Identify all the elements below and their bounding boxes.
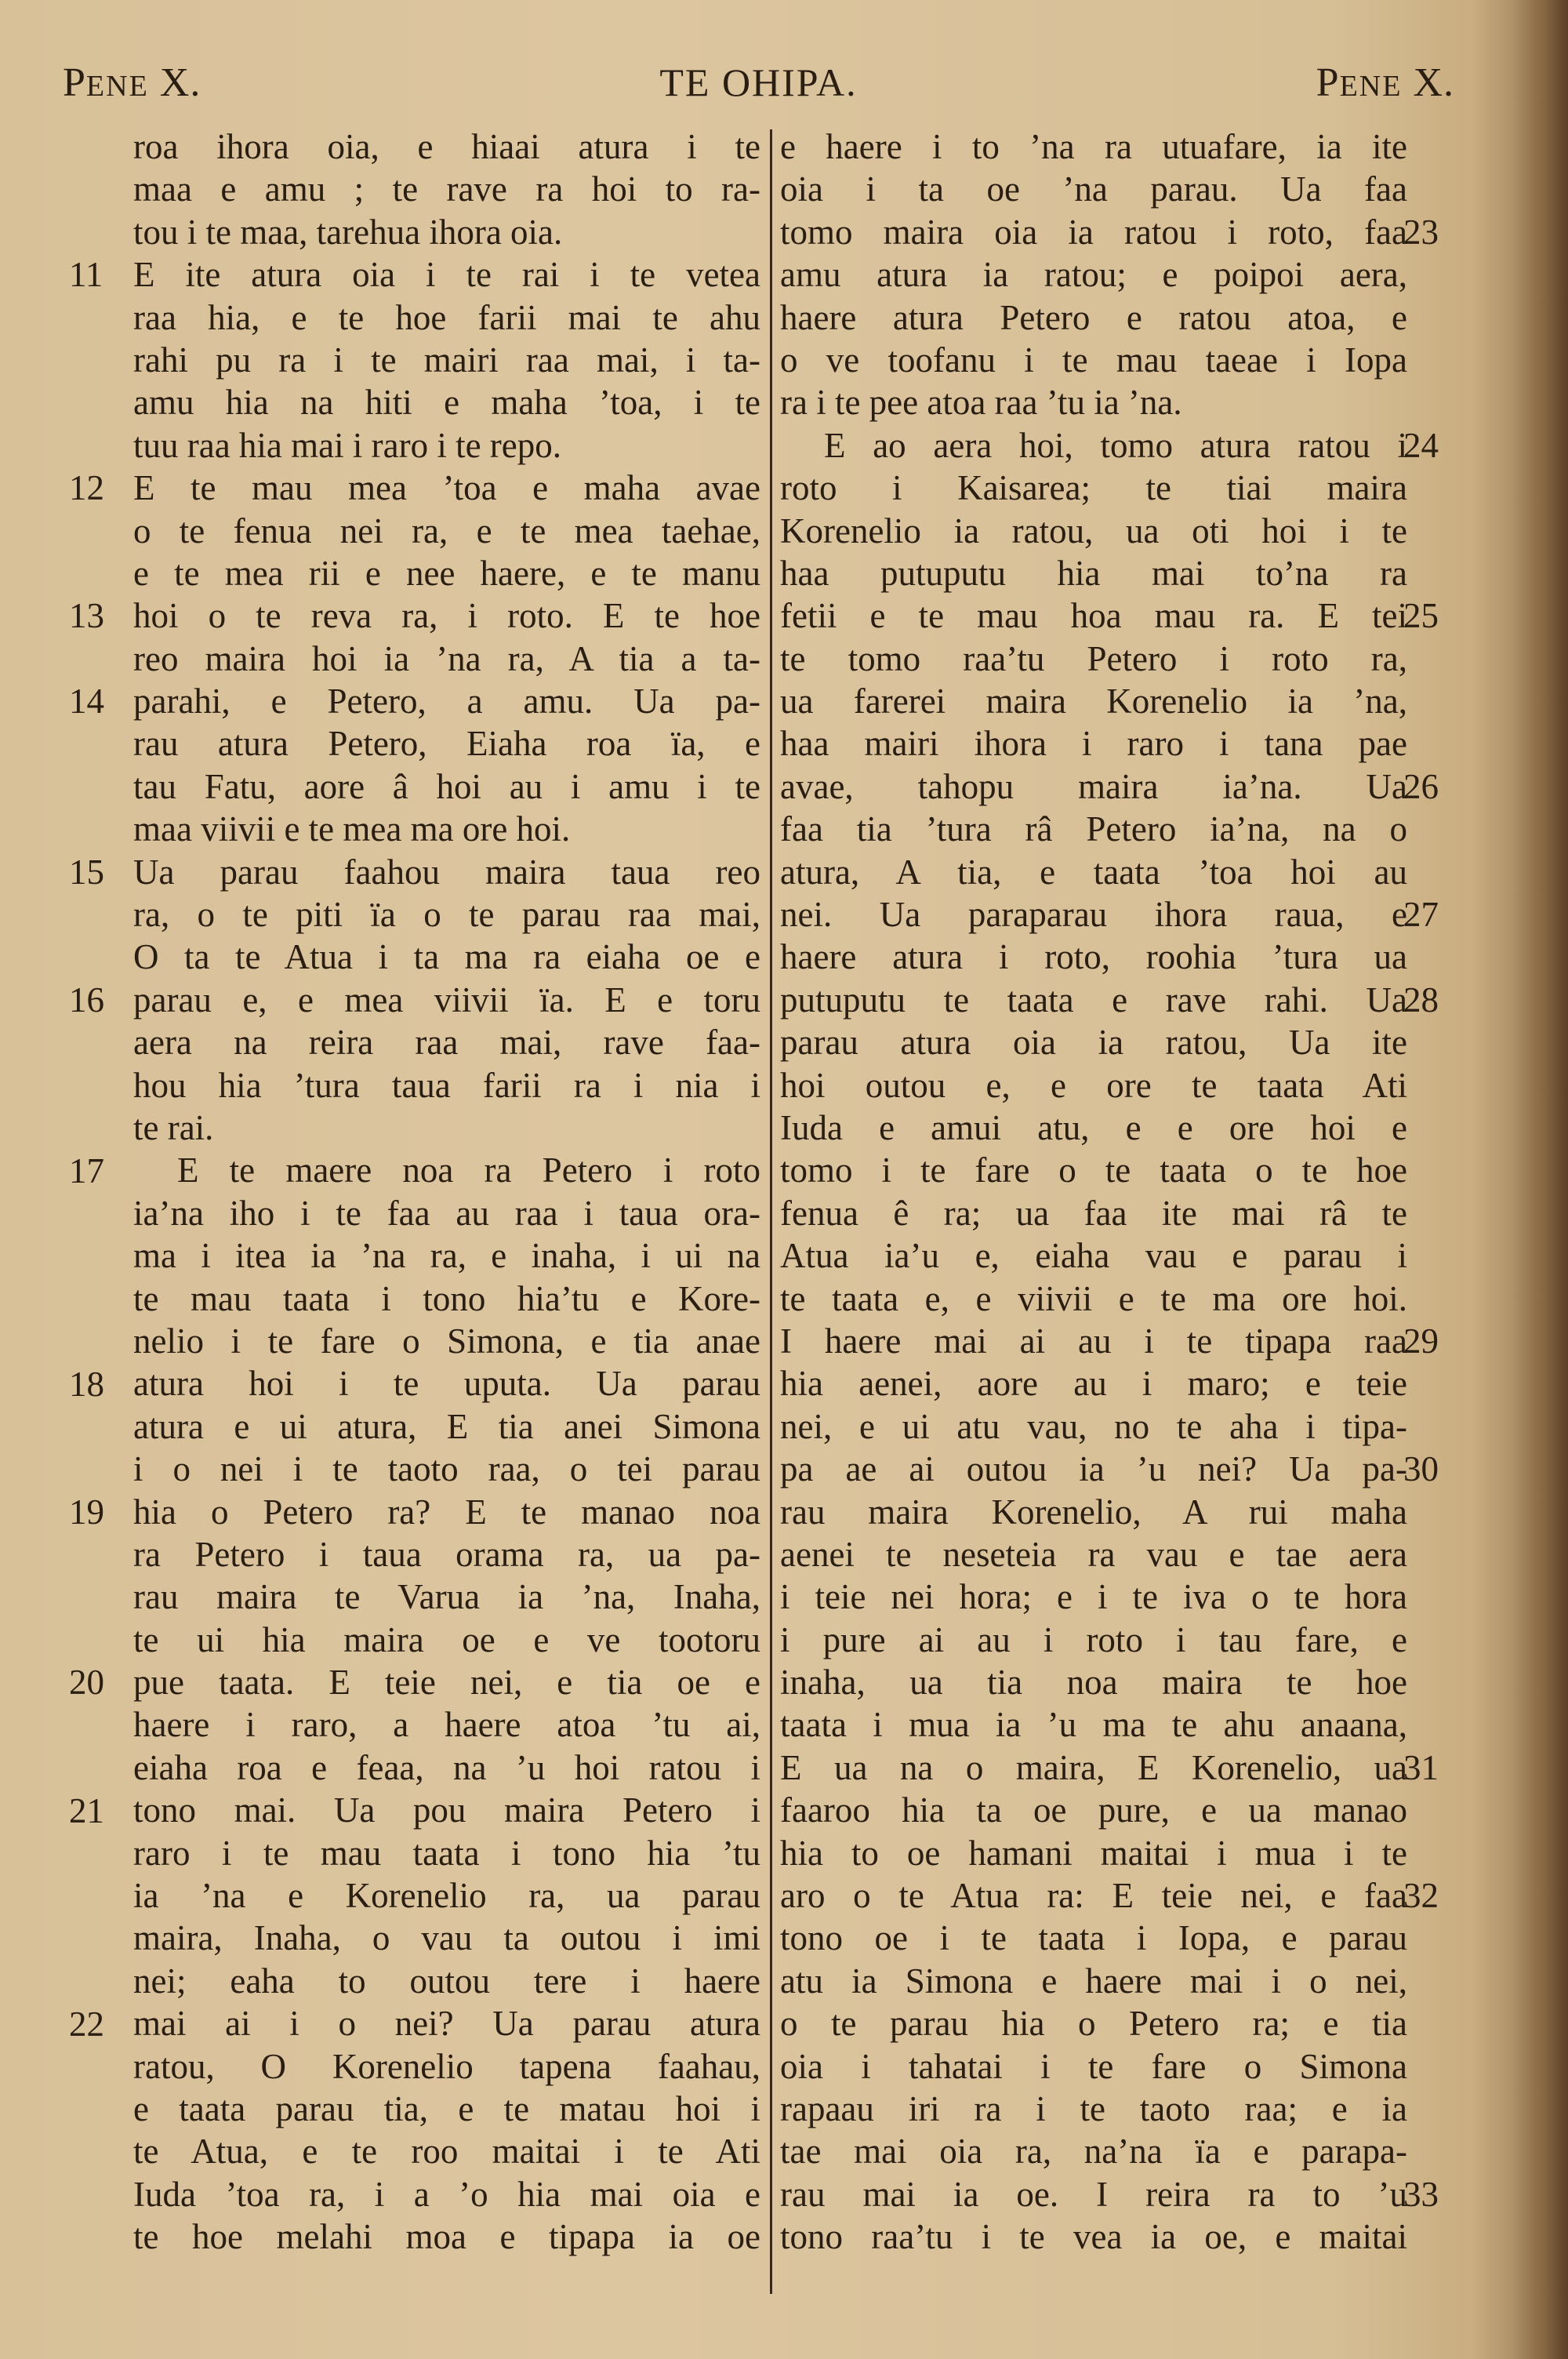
text-line: rau maira te Varua ia ’na, Inaha, (133, 1577, 760, 1617)
verse-number: 25 (1403, 596, 1439, 636)
verse-number: 23 (1403, 212, 1439, 252)
text-line: ma i itea ia ’na ra, e inaha, i ui na (133, 1236, 760, 1276)
text-line: haa mairi ihora i raro i tana pae (780, 724, 1407, 764)
text-line: tou i te maa, tarehua ihora oia. (133, 212, 563, 252)
text-line: nelio i te fare o Simona, e tia anae (133, 1321, 760, 1361)
text-line: e taata parau tia, e te matau hoi i (133, 2088, 760, 2128)
text-line: oia i ta oe ’na parau. Ua faa (780, 169, 1407, 209)
header-chapter-left: PENE X. (63, 60, 201, 105)
text-line: haere i raro, a haere atoa ’tu ai, (133, 1705, 760, 1745)
text-line: faaroo hia ta oe pure, e ua manao (780, 1790, 1407, 1830)
text-line: fetii e te mau hoa mau ra. E tei (780, 596, 1407, 636)
text-line: tono oe i te taata i Iopa, e parau (780, 1918, 1407, 1958)
text-line: haere atura i roto, roohia ’tura ua (780, 937, 1407, 977)
text-line: i o nei i te taoto raa, o tei parau (133, 1449, 760, 1489)
text-line: nei. Ua paraparau ihora raua, e (780, 895, 1407, 935)
text-line: aenei te neseteia ra vau e tae aera (780, 1534, 1407, 1574)
text-line: ra, o te piti ïa o te parau raa mai, (133, 895, 760, 935)
text-line: hoi o te reva ra, i roto. E te hoe (133, 596, 760, 636)
text-line: te mau taata i tono hia’tu e Kore- (133, 1278, 760, 1318)
text-line: haere atura Petero e ratou atoa, e (780, 297, 1407, 337)
verse-number: 20 (69, 1663, 104, 1703)
text-line: te ui hia maira oe e ve tootoru (133, 1619, 760, 1659)
text-line: faa tia ’tura râ Petero ia’na, na o (780, 809, 1407, 849)
text-line: parahi, e Petero, a amu. Ua pa- (133, 682, 760, 722)
text-line: ra Petero i taua orama ra, ua pa- (133, 1534, 760, 1574)
text-line: o te parau hia o Petero ra; e tia (780, 2004, 1407, 2044)
text-line: rau mai ia oe. I reira ra to ’u (780, 2174, 1407, 2214)
verse-number: 13 (69, 596, 104, 636)
text-line: ra i te pee atoa raa ’tu ia ’na. (780, 383, 1182, 423)
text-line: pa ae ai outou ia ’u nei? Ua pa- (780, 1449, 1407, 1489)
text-line: i pure ai au i roto i tau fare, e (780, 1619, 1407, 1659)
text-line: Atua ia’u e, eiaha vau e parau i (780, 1236, 1407, 1276)
text-line: hou hia ’tura taua farii ra i nia i (133, 1065, 760, 1105)
text-line: oia i tahatai i te fare o Simona (780, 2046, 1407, 2086)
page-edge-shadow (1513, 0, 1568, 2359)
text-line: hoi outou e, e ore te taata Ati (780, 1065, 1407, 1105)
text-line: reo maira hoi ia ’na ra, A tia a ta- (133, 638, 760, 678)
text-line: nei; eaha to outou tere i haere (133, 1961, 760, 2001)
text-line: te Atua, e te roo maitai i te Ati (133, 2132, 760, 2172)
text-line: rapaau iri ra i te taoto raa; e ia (780, 2088, 1407, 2128)
text-line: E te mau mea ’toa e maha avae (133, 468, 760, 508)
text-line: hia o Petero ra? E te manao noa (133, 1492, 760, 1532)
text-line: Iuda ’toa ra, i a ’o hia mai oia e (133, 2174, 760, 2214)
verse-number: 32 (1403, 1876, 1439, 1916)
verse-number: 31 (1403, 1748, 1439, 1788)
text-line: avae, tahopu maira ia’na. Ua (780, 766, 1407, 806)
verse-number: 15 (69, 852, 104, 892)
text-line: Ua parau faahou maira taua reo (133, 852, 760, 892)
text-line: o ve toofanu i te mau taeae i Iopa (780, 340, 1407, 380)
text-line: ia’na iho i te faa au raa i taua ora- (133, 1193, 760, 1233)
verse-number: 19 (69, 1492, 104, 1532)
text-line: E ua na o maira, E Korenelio, ua (780, 1747, 1407, 1787)
verse-number: 21 (69, 1790, 104, 1830)
text-line: maira, Inaha, o vau ta outou i imi (133, 1918, 760, 1958)
text-line: tomo maira oia ia ratou i roto, faa (780, 212, 1407, 252)
text-line: ua farerei maira Korenelio ia ’na, (780, 682, 1407, 722)
text-line: i teie nei hora; e i te iva o te hora (780, 1577, 1407, 1617)
verse-number: 26 (1403, 767, 1439, 806)
header-book-title: TE OHIPA. (659, 60, 858, 104)
text-line: maa viivii e te mea ma ore hoi. (133, 809, 571, 849)
text-line: haa putuputu hia mai to’na ra (780, 553, 1407, 593)
text-line: eiaha roa e feaa, na ’u hoi ratou i (133, 1747, 760, 1787)
text-line: raro i te mau taata i tono hia ’tu (133, 1833, 760, 1873)
text-line: nei, e ui atu vau, no te aha i tipa- (780, 1406, 1407, 1446)
text-line: pue taata. E teie nei, e tia oe e (133, 1663, 760, 1703)
text-line: tono mai. Ua pou maira Petero i (133, 1790, 760, 1830)
text-line: maa e amu ; te rave ra hoi to ra- (133, 169, 760, 209)
text-line: te rai. (133, 1107, 214, 1147)
verse-number: 12 (69, 468, 104, 508)
text-line: te hoe melahi moa e tipapa ia oe (133, 2217, 760, 2257)
text-line: parau e, e mea viivii ïa. E e toru (133, 980, 760, 1020)
text-line: E ao aera hoi, tomo atura ratou i (824, 425, 1407, 465)
text-line: roa ihora oia, e hiaai atura i te (133, 127, 760, 166)
text-line: parau atura oia ia ratou, Ua ite (780, 1023, 1407, 1063)
verse-number: 24 (1403, 425, 1439, 465)
verse-number: 22 (69, 2004, 104, 2044)
verse-number: 29 (1403, 1321, 1439, 1361)
column-divider (770, 129, 772, 2294)
verse-number: 14 (69, 682, 104, 722)
verse-number: 28 (1403, 980, 1439, 1020)
text-line: tae mai oia ra, na’na ïa e parapa- (780, 2132, 1407, 2172)
text-line: fenua ê ra; ua faa ite mai râ te (780, 1193, 1407, 1233)
text-line: tuu raa hia mai i raro i te repo. (133, 425, 562, 465)
verse-number: 27 (1403, 895, 1439, 935)
text-line: atu ia Simona e haere mai i o nei, (780, 1961, 1407, 2001)
text-line: aera na reira raa mai, rave faa- (133, 1023, 760, 1063)
verse-number: 11 (69, 255, 103, 295)
text-line: E te maere noa ra Petero i roto (177, 1150, 760, 1190)
text-line: amu hia na hiti e maha ’toa, i te (133, 383, 760, 423)
text-line: mai ai i o nei? Ua parau atura (133, 2004, 760, 2044)
text-line: amu atura ia ratou; e poipoi aera, (780, 255, 1407, 295)
text-line: o te fenua nei ra, e te mea taehae, (133, 511, 760, 551)
text-line: I haere mai ai au i te tipapa raa (780, 1321, 1407, 1361)
text-line: E ite atura oia i te rai i te vetea (133, 255, 760, 295)
left-text-column (133, 125, 760, 2259)
text-line: aro o te Atua ra: E teie nei, e faa (780, 1876, 1407, 1916)
text-line: rau atura Petero, Eiaha roa ïa, e (133, 724, 760, 764)
text-line: atura hoi i te uputa. Ua parau (133, 1364, 760, 1404)
text-line: rau maira Korenelio, A rui maha (780, 1492, 1407, 1532)
text-line: te tomo raa’tu Petero i roto ra, (780, 638, 1407, 678)
text-line: Korenelio ia ratou, ua oti hoi i te (780, 511, 1407, 551)
text-line: e te mea rii e nee haere, e te manu (133, 553, 760, 593)
verse-number: 30 (1403, 1449, 1439, 1489)
header-chapter-right: PENE X. (1316, 60, 1454, 105)
text-line: roto i Kaisarea; te tiai maira (780, 468, 1407, 508)
text-line: inaha, ua tia noa maira te hoe (780, 1663, 1407, 1703)
verse-number: 17 (69, 1150, 104, 1190)
text-line: taata i mua ia ’u ma te ahu anaana, (780, 1705, 1407, 1745)
text-line: hia aenei, aore au i maro; e teie (780, 1364, 1407, 1404)
text-line: tono raa’tu i te vea ia oe, e maitai (780, 2217, 1407, 2257)
text-line: O ta te Atua i ta ma ra eiaha oe e (133, 937, 760, 977)
text-line: atura e ui atura, E tia anei Simona (133, 1406, 760, 1446)
text-line: e haere i to ’na ra utuafare, ia ite (780, 127, 1407, 166)
text-line: Iuda e amui atu, e e ore hoi e (780, 1107, 1407, 1147)
verse-number: 18 (69, 1364, 104, 1404)
text-line: atura, A tia, e taata ’toa hoi au (780, 852, 1407, 892)
text-line: ia ’na e Korenelio ra, ua parau (133, 1876, 760, 1916)
right-text-column (780, 125, 1407, 2259)
verse-number: 16 (69, 980, 104, 1020)
text-line: putuputu te taata e rave rahi. Ua (780, 980, 1407, 1020)
text-line: tau Fatu, aore â hoi au i amu i te (133, 766, 760, 806)
running-header (63, 55, 1454, 110)
text-line: raa hia, e te hoe farii mai te ahu (133, 297, 760, 337)
verse-number: 33 (1403, 2175, 1439, 2215)
text-line: rahi pu ra i te mairi raa mai, i ta- (133, 340, 760, 380)
text-line: te taata e, e viivii e te ma ore hoi. (780, 1278, 1407, 1318)
text-line: hia to oe hamani maitai i mua i te (780, 1833, 1407, 1873)
text-line: tomo i te fare o te taata o te hoe (780, 1150, 1407, 1190)
text-line: ratou, O Korenelio tapena faahau, (133, 2046, 760, 2086)
